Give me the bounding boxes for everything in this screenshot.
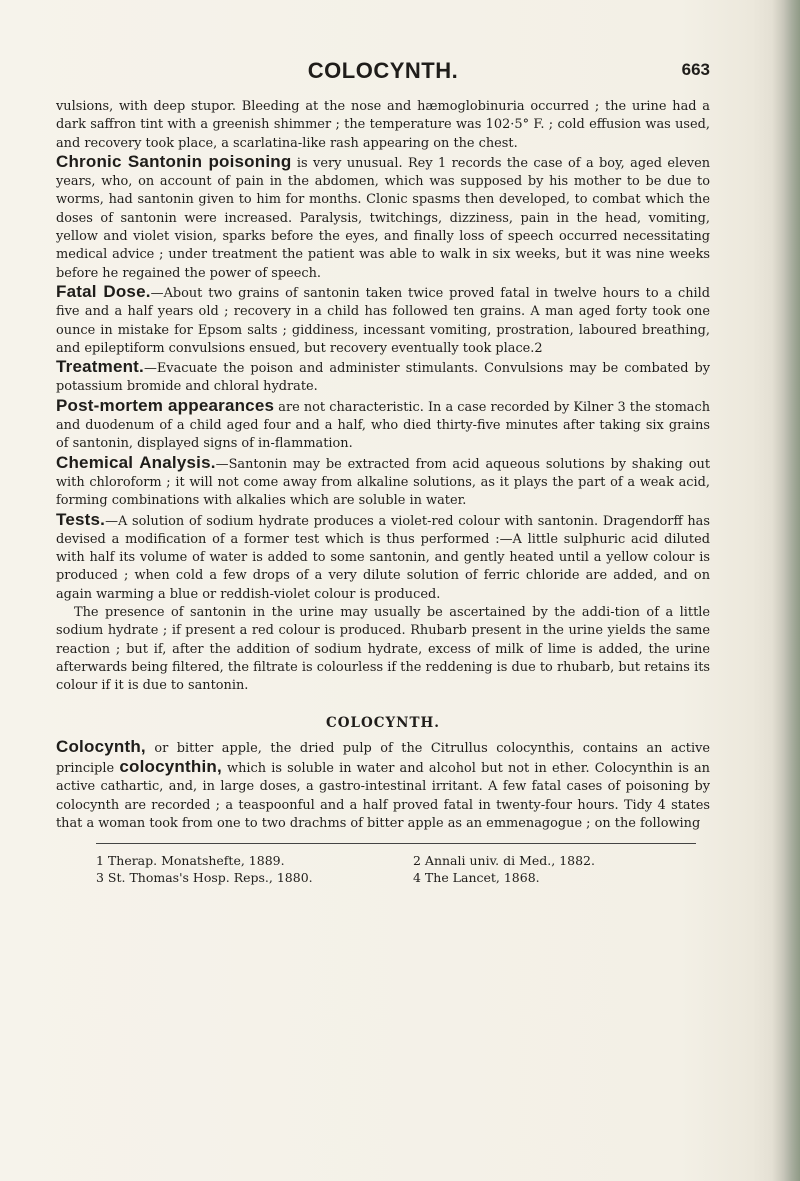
paragraph-tests: Tests.—A solution of sodium hydrate produces a violet-red colour with santonin. Dragendorff has devised a modification of a former test which is thus performed :—A little sulphuric acid diluted with half its volume of water is added to some santonin, and gently heated until a yellow colour is produced ; when cold a few drops of a very dilute solution of ferric chloride are added, and on again warming a blue or reddish-violet colour is produced. bbox=[56, 509, 710, 602]
footnote-3: 3 St. Thomas's Hosp. Reps., 1880. bbox=[96, 870, 313, 886]
footnote-2: 2 Annali univ. di Med., 1882. bbox=[413, 853, 595, 869]
paragraph-fatal-dose: Fatal Dose.—About two grains of santonin taken twice proved fatal in twelve hours to a child five and a half years old ; recovery in a child has followed ten grains. A man aged forty took one ounce in mistake for Epsom salts ; giddiness, incessant vomiting, prostration, laboured breathing, and epileptiform convulsions ensued, but recovery eventually took place.2 bbox=[56, 281, 711, 356]
page-header bbox=[56, 58, 710, 88]
lead-fatal-dose: Fatal Dose. bbox=[56, 281, 151, 301]
paragraph-urine-test: The presence of santonin in the urine may usually be ascertained by the addi-tion of a little sodium hydrate ; if present a red colour is produced. Rhubarb present in the urine yields the same reaction ; but if, after the addition of sodium hydrate, excess of milk of lime is added, the urine afterwards being filtered, the filtrate is colourless if the reddening is due to rhubarb, but retains its colour if it is due to santonin. bbox=[56, 605, 710, 694]
paragraph-colocynth: Colocynth, or bitter apple, the dried pulp of the Citrullus colocynthis, contains an active principle colocynthin, which is soluble in water and alcohol but not in ether. Colocynthin is an active cathartic, and, in large doses, a gastro-intestinal irritant. A few fatal cases of poisoning by colocynth are recorded ; a teaspoonful and a half proved fatal in twenty-four hours. Tidy 4 states that a woman took from one to two drachms of bitter apple as an emmenagogue ; on the following bbox=[56, 736, 710, 831]
lead-colocynth: Colocynth, bbox=[56, 736, 146, 756]
paragraph-continuation: vulsions, with deep stupor. Bleeding at the nose and hæmoglobinuria occurred ; the urine had a dark saffron tint with a greenish shimmer ; the temperature was 102·5° F. ; cold effusion was used, and recovery took place, a scarlatina-like rash appearing on the chest. bbox=[56, 99, 710, 151]
footnote-divider bbox=[96, 843, 696, 844]
paragraph-chronic-poisoning: Chronic Santonin poisoning is very unusual. Rey 1 records the case of a boy, aged eleven years, who, on account of pain in the abdomen, which was supposed by his mother to be due to worms, had santonin given to him for months. Clonic spasms then developed, to combat which the doses of santonin were increased. Paralysis, twitchings, dizziness, pain in the head, vomiting, yellow and violet vision, sparks before the eyes, and finally loss of speech occurred necessitating medical advice ; under treatment the patient was able to walk in six weeks, but it was nine weeks before he regained the power of speech. bbox=[56, 151, 710, 281]
body-text bbox=[56, 98, 710, 886]
running-head: COLOCYNTH. bbox=[307, 58, 459, 83]
lead-chronic-poisoning: Chronic Santonin poisoning bbox=[56, 151, 292, 171]
lead-post-mortem: Post-mortem appearances bbox=[56, 395, 275, 415]
lead-treatment: Treatment. bbox=[56, 357, 144, 377]
lead-colocynthin: colocynthin, bbox=[119, 757, 222, 777]
section-title-colocynth: COLOCYNTH. bbox=[326, 714, 440, 731]
lead-tests: Tests. bbox=[56, 509, 106, 529]
lead-chemical-analysis: Chemical Analysis. bbox=[56, 452, 216, 472]
paragraph-post-mortem: Post-mortem appearances are not characteristic. In a case recorded by Kilner 3 the stomach and duodenum of a child aged four and a half, who died thirty-five minutes after taking six grains of santonin, displayed signs of in-flammation. bbox=[56, 395, 711, 452]
page-number: 663 bbox=[681, 60, 710, 79]
footnote-4: 4 The Lancet, 1868. bbox=[413, 870, 540, 886]
footnote-1: 1 Therap. Monatshefte, 1889. bbox=[96, 853, 285, 869]
footnotes bbox=[56, 852, 710, 886]
book-spine-edge bbox=[772, 0, 800, 1181]
paragraph-chemical-analysis: Chemical Analysis.—Santonin may be extracted from acid aqueous solutions by shaking out with chloroform ; it will not come away from alkaline solutions, as it plays the part of a weak acid, forming combinations with alkalies which are soluble in water. bbox=[56, 452, 710, 509]
paragraph-treatment: Treatment.—Evacuate the poison and administer stimulants. Convulsions may be combated by potassium bromide and chloral hydrate. bbox=[56, 357, 710, 395]
